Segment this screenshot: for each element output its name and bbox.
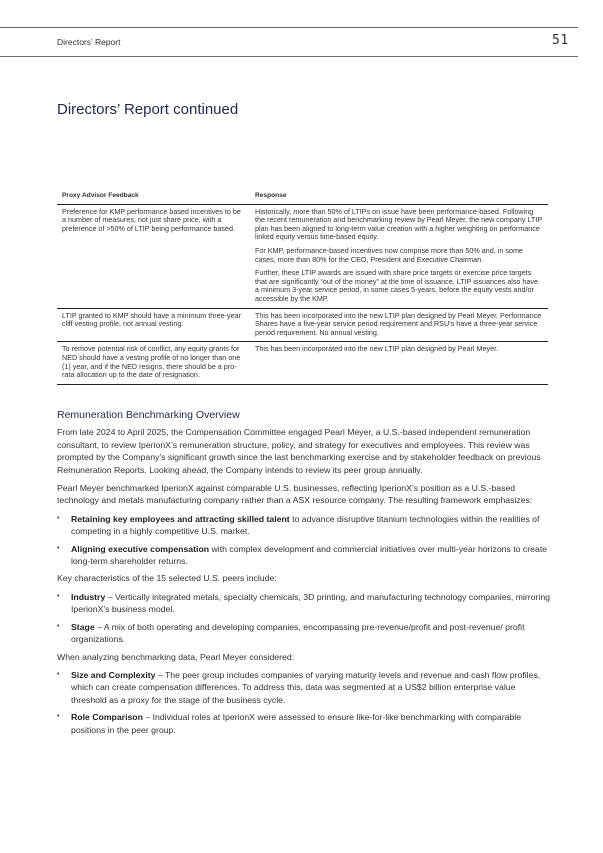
- running-header: Directors’ Report: [57, 37, 121, 47]
- list-item-text: – The peer group includes companies of varying maturity levels and revenue and cash flow profiles, which can create compensation differences. To address this, data was segmented at a US$2 billion enterprise value threshold as a proxy for the stage of the business cycle.: [71, 669, 541, 705]
- table-row: [57, 342, 548, 384]
- list-item-text: to advance disruptive titanium technologies within the realities of competing in a highly competitive U.S. market.: [71, 513, 540, 537]
- list-item: [57, 543, 553, 568]
- response-cell: [250, 342, 548, 384]
- column-header: Response: [250, 190, 548, 204]
- page-title: Directors’ Report continued: [57, 101, 239, 118]
- list-item-text: – A mix of both operating and developing companies, encompassing pre-revenue/profit and post-revenue/ profit organizations.: [71, 621, 525, 645]
- paragraph: Pearl Meyer benchmarked IperionX against comparable U.S. businesses, reflecting IperionX’s position as a U.S.-based technology and metals manufacturing company rather than a ASX resource company. The resulting framework emphasizes:: [57, 483, 533, 506]
- list-item: [57, 591, 553, 616]
- list-item: [57, 711, 553, 736]
- column-header: Proxy Advisor Feedback: [57, 190, 250, 204]
- paragraph: From late 2024 to April 2025, the Compensation Committee engaged Pearl Meyer, a U.S.-based independent remuneration consultant, to review IperionX’s remuneration structure, policy, and strategy for executives and employees. This review was prompted by the Company’s significant growth since the last benchmarking exercise and by stakeholder feedback on previous Remuneration Reports. Looking ahead, the Company intends to review its peer group annually.: [57, 427, 541, 475]
- header-top-rule: [0, 27, 578, 28]
- response-paragraph: For KMP, performance-based incentives now comprise more than 50% and, in some cases, more than 80% for the CEO, President and Executive Chairman.: [255, 245, 523, 264]
- list-item-bold: Retaining key employees and attracting skilled talent: [71, 513, 290, 524]
- feedback-cell: Preference for KMP performance based incentives to be a number of measures, not just share price, with a preference of >50% of LTIP being performance based.: [57, 204, 250, 308]
- table-row: [57, 308, 548, 342]
- peer-characteristics-list: [57, 591, 553, 646]
- paragraph: Key characteristics of the 15 selected U.S. peers include:: [57, 573, 277, 584]
- response-paragraph: This has been incorporated into the new LTIP plan designed by Pearl Meyer.: [255, 344, 499, 354]
- response-paragraph: Historically, more than 50% of LTIPs on issue have been performance-based. Following the recent remuneration and benchmarking review by Pearl Meyer, the new company LTIP plan has been aligned to long-term value creation with a higher weighting on performance linked equity versus time-based equity.: [255, 206, 542, 242]
- response-paragraph: Further, these LTIP awards are issued with share price targets or exercise price targets that are significantly “out of the money” at the time of issuance. LTIP issuances also have a minimum 3-year service period, in some cases 5-years, before the equity vests and/or accessible by the KMP.: [255, 268, 538, 303]
- header-bottom-rule: [0, 56, 578, 57]
- list-item-bold: Size and Complexity: [71, 669, 156, 680]
- response-cell: [250, 308, 548, 342]
- feedback-cell: To remove potential risk of conflict, any equity grants for NED should have a vesting profile of no longer than one (1) year, and if the NED resigns, there should be a pro-rata allocation up to the date of resignation.: [57, 342, 250, 384]
- list-item-bold: Stage: [71, 621, 95, 632]
- list-item-text: with complex development and commercial initiatives over multi-year horizons to create long-term shareholder returns.: [71, 543, 548, 567]
- list-item-text: – Individual roles at IperionX were assessed to ensure like-for-like benchmarking with comparable positions in the peer group.: [71, 712, 522, 735]
- list-item: [57, 513, 553, 538]
- list-item-bold: Role Comparison: [71, 712, 143, 723]
- feedback-cell: LTIP granted to KMP should have a minimum three-year cliff vesting profile, not annual vesting.: [57, 308, 250, 342]
- list-item: [57, 669, 553, 706]
- proxy-feedback-table: [57, 190, 548, 385]
- list-item-bold: Industry: [71, 591, 106, 602]
- list-item-bold: Aligning executive compensation: [71, 543, 210, 554]
- response-cell: [250, 204, 548, 308]
- list-item-text: – Vertically integrated metals, specialty chemicals, 3D printing, and manufacturing technology companies, mirroring IperionX’s business model.: [71, 591, 551, 615]
- benchmarking-section: [57, 409, 553, 741]
- table-row: [57, 204, 548, 308]
- framework-list: [57, 513, 553, 568]
- list-item: [57, 621, 553, 646]
- page-number: 51: [552, 33, 569, 48]
- paragraph: When analyzing benchmarking data, Pearl Meyer considered:: [57, 651, 295, 662]
- section-heading: Remuneration Benchmarking Overview: [57, 409, 240, 421]
- table-header-row: [57, 190, 548, 204]
- considerations-list: [57, 669, 553, 736]
- response-paragraph: This has been incorporated into the new LTIP plan designed by Pearl Meyer. Performance Shares have a five-year service period requirement and RSU’s have a three-year service period requirement. No annual vesting.: [255, 310, 542, 337]
